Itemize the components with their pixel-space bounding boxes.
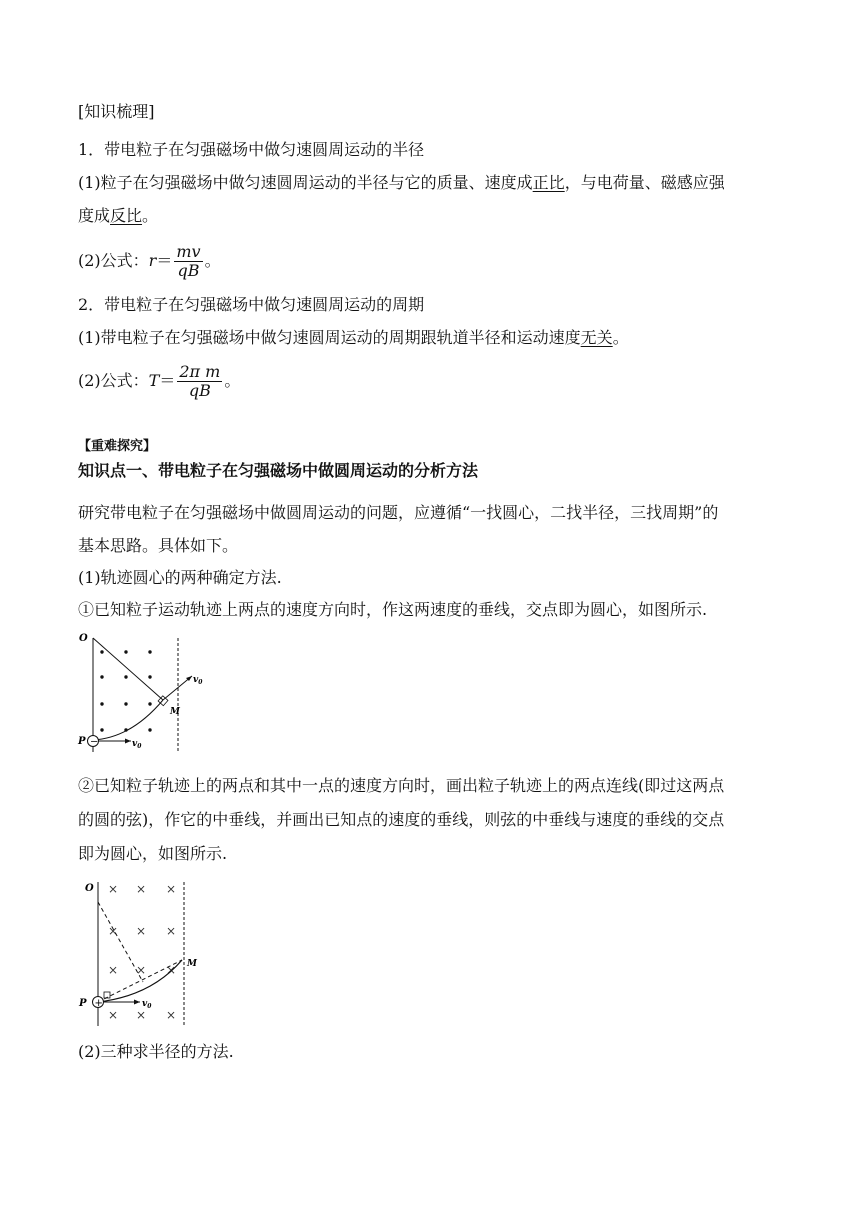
svg-text:×: × [108, 1008, 119, 1022]
heading-main: 知识点一、带电粒子在匀强磁场中做圆周运动的分析方法 [78, 461, 479, 480]
sub1-title: (1)轨迹圆心的两种确定方法. [78, 568, 282, 587]
fraction-denominator: qB [177, 261, 200, 280]
method2-line3: 即为圆心，如图所示. [78, 844, 228, 863]
paragraph1-line1: 研究带电粒子在匀强磁场中做圆周运动的问题，应遵循“一找圆心，二找半径，三找周期”的 [78, 503, 719, 522]
svg-text:×: × [166, 882, 177, 896]
svg-text:×: × [136, 963, 147, 977]
method1-text: ①已知粒子运动轨迹上两点的速度方向时，作这两速度的垂线，交点即为圆心，如图所示. [78, 600, 708, 619]
item1-paragraph-line1 [78, 173, 725, 193]
paragraph1-line2: 基本思路。具体如下。 [78, 536, 239, 555]
svg-text:×: × [136, 924, 147, 938]
svg-text:×: × [136, 1008, 147, 1022]
formula-end: 。 [204, 251, 221, 270]
heading-small: 【重难探究】 [78, 439, 157, 454]
item1-formula-line [78, 243, 221, 280]
svg-text:×: × [166, 924, 177, 938]
svg-text:×: × [166, 963, 177, 977]
label-m: M [187, 959, 197, 969]
item1-p1-text-b: ，与电荷量、磁感应强 [564, 173, 725, 192]
svg-text:×: × [136, 882, 147, 896]
item1-title: 1．带电粒子在匀强磁场中做匀速圆周运动的半径 [78, 140, 425, 159]
trajectory-arc [93, 700, 163, 740]
keyword-inverse: 反比 [110, 206, 143, 225]
item2-title: 2．带电粒子在匀强磁场中做匀速圆周运动的周期 [78, 295, 425, 314]
charge-symbol: − [90, 736, 99, 748]
period-fraction [177, 363, 222, 400]
item2-p1-text-b: 。 [612, 328, 629, 347]
fraction-denominator: qB [188, 381, 211, 400]
label-v0-m: $v_0$ [193, 675, 203, 686]
formula-prefix: (2)公式： [78, 251, 149, 270]
keyword-independent: 无关 [580, 328, 613, 347]
item1-p1-text-d: 。 [142, 206, 159, 225]
method2-line1: ②已知粒子轨迹上的两点和其中一点的速度方向时，画出粒子轨迹上的两点连线(即过这两点 [78, 776, 725, 795]
radius-line-om [93, 638, 163, 700]
item1-paragraph-line2 [78, 206, 158, 226]
item2-p1-text-a: (1)带电粒子在匀强磁场中做匀速圆周运动的周期跟轨道半径和运动速度 [78, 328, 581, 347]
svg-text:×: × [108, 924, 119, 938]
perpendicular-bisector [98, 902, 143, 982]
label-o: O [85, 883, 94, 894]
item2-paragraph [78, 328, 629, 348]
formula-end: 。 [224, 371, 241, 390]
item2-formula-line [78, 363, 240, 400]
velocity-p-arrowhead [125, 739, 131, 744]
velocity-p-arrowhead [134, 1000, 140, 1005]
formula-equals: ＝ [156, 251, 173, 270]
svg-text:×: × [108, 963, 119, 977]
label-o: O [79, 633, 88, 644]
label-p: P [78, 736, 86, 747]
figure1-diagram [76, 630, 216, 755]
item1-p1-text-a: (1)粒子在匀强磁场中做匀速圆周运动的半径与它的质量、速度成 [78, 173, 533, 192]
svg-text:×: × [108, 882, 119, 896]
formula-lhs: r [148, 251, 157, 270]
figure2-diagram [76, 876, 206, 1031]
label-v0: $v_0$ [142, 999, 152, 1010]
fraction-numerator: 2π m [179, 362, 221, 381]
item1-p1-text-c: 度成 [78, 206, 111, 225]
formula-lhs: T [148, 371, 160, 390]
method2-line2: 的圆的弦)，作它的中垂线，并画出已知点的速度的垂线，则弦的中垂线与速度的垂线的交点 [78, 810, 725, 829]
label-v0-p: $v_0$ [132, 739, 142, 750]
svg-text:×: × [166, 1008, 177, 1022]
charge-symbol: + [94, 998, 103, 1009]
radius-fraction [174, 243, 202, 280]
sub2-title: (2)三种求半径的方法. [78, 1042, 234, 1061]
section-label: [知识梳理] [78, 102, 155, 121]
keyword-proportional: 正比 [532, 173, 565, 192]
formula-prefix: (2)公式： [78, 371, 149, 390]
formula-equals: ＝ [159, 371, 176, 390]
label-p: P [79, 998, 87, 1009]
fraction-numerator: mv [176, 242, 201, 261]
label-m: M [170, 707, 180, 717]
